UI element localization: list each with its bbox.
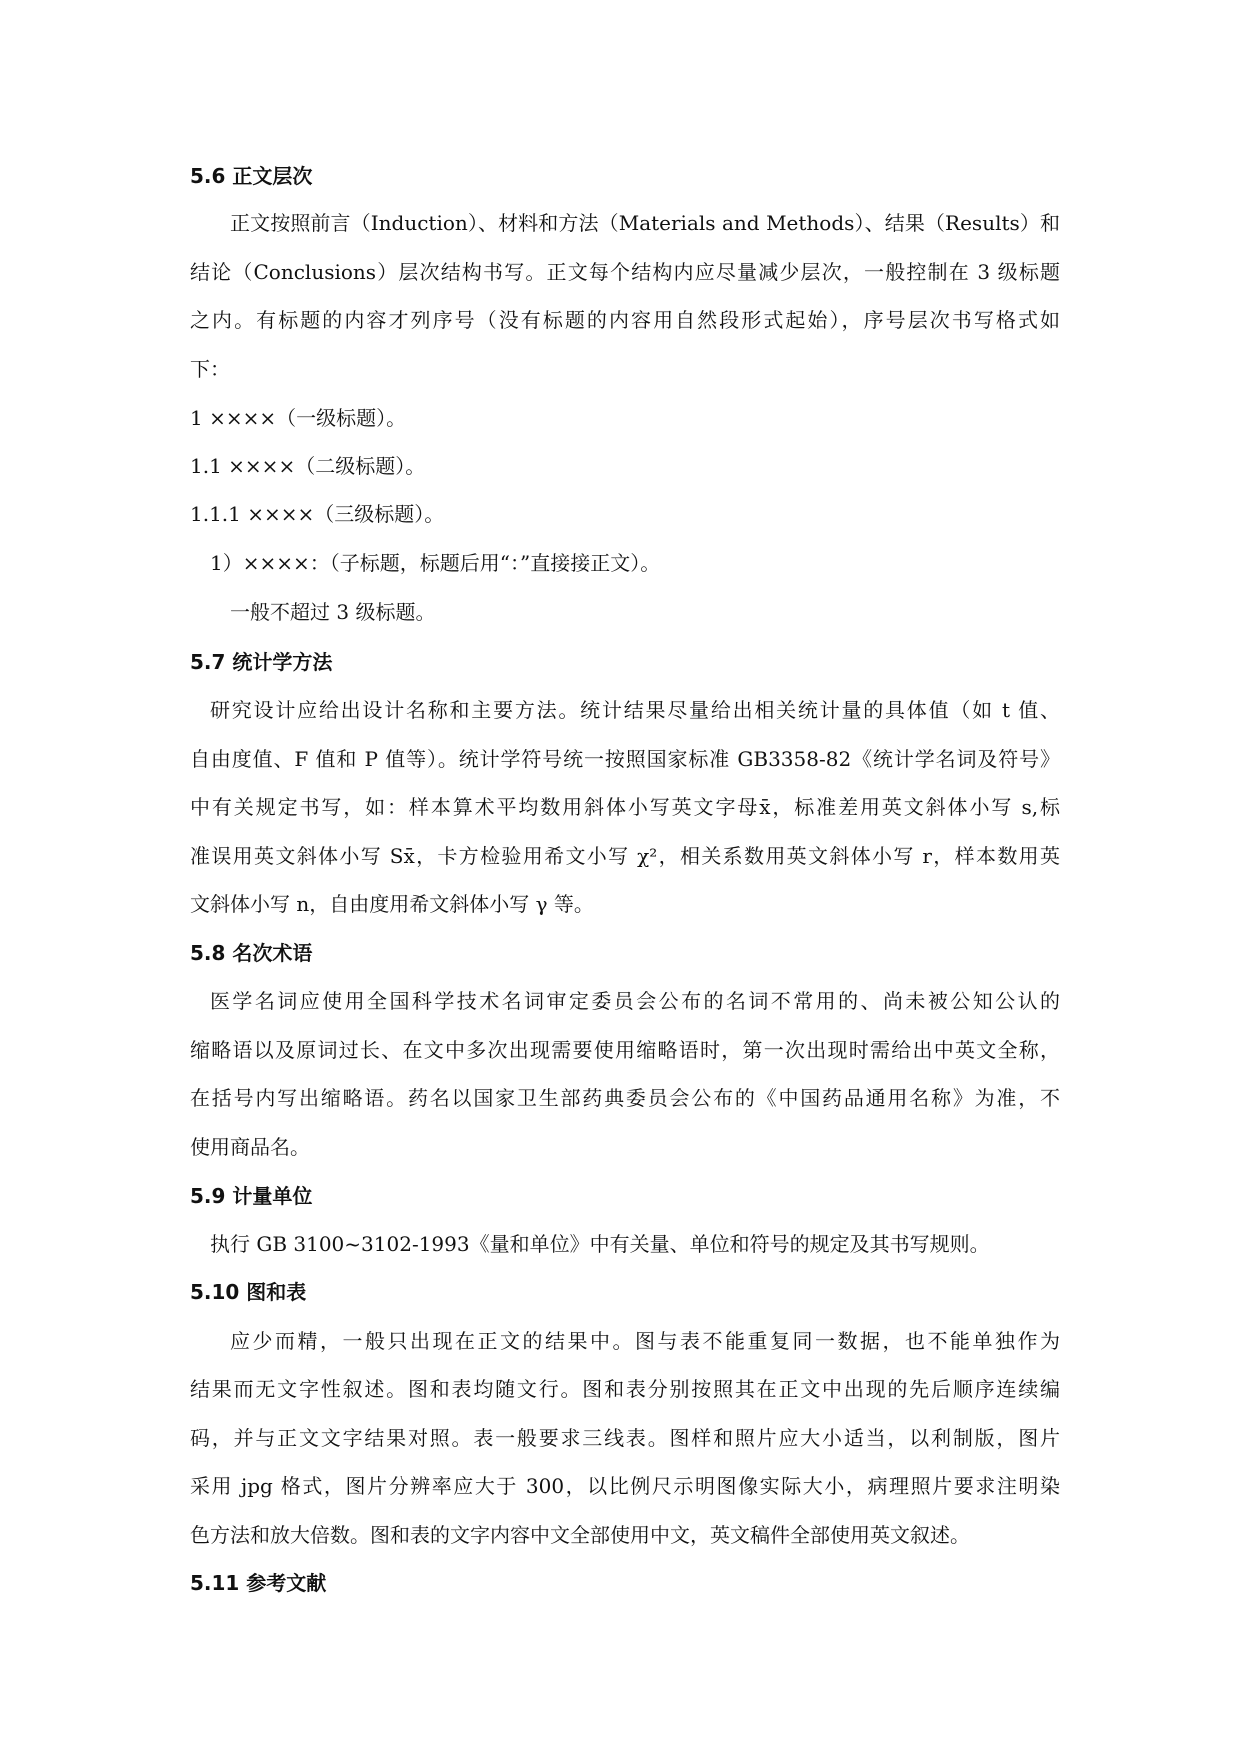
section-heading-5-8: 5.8 名次术语 [190, 941, 313, 965]
paragraph-line: 医学名词应使用全国科学技术名词审定委员会公布的名词不常用的、尚未被公知公认的 [210, 989, 1060, 1013]
paragraph-line: 结果而无文字性叙述。图和表均随文行。图和表分别按照其在正文中出现的先后顺序连续编 [190, 1377, 1060, 1401]
list-item: 1.1 ××××（二级标题）。 [190, 454, 426, 478]
section-heading-5-6: 5.6 正文层次 [190, 164, 313, 188]
section-heading-5-10: 5.10 图和表 [190, 1280, 307, 1304]
paragraph-line: 准误用英文斜体小写 Sx̄，卡方检验用希文小写 χ²，相关系数用英文斜体小写 r，样本数用英 [190, 844, 1060, 868]
section-heading-5-7: 5.7 统计学方法 [190, 650, 333, 674]
paragraph-line: 色方法和放大倍数。图和表的文字内容中文全部使用中文，英文稿件全部使用英文叙述。 [190, 1523, 970, 1547]
paragraph-line: 下： [190, 357, 230, 381]
paragraph-line: 应少而精，一般只出现在正文的结果中。图与表不能重复同一数据，也不能单独作为 [230, 1329, 1060, 1353]
paragraph-line: 一般不超过 3 级标题。 [230, 600, 436, 624]
list-item: 1.1.1 ××××（三级标题）。 [190, 502, 445, 526]
paragraph-line: 正文按照前言（Induction）、材料和方法（Materials and Methods）、结果（Results）和 [230, 211, 1060, 235]
paragraph-line: 使用商品名。 [190, 1135, 310, 1159]
paragraph-line: 结论（Conclusions）层次结构书写。正文每个结构内应尽量减少层次，一般控制在 3 级标题 [190, 260, 1060, 284]
paragraph-line: 在括号内写出缩略语。药名以国家卫生部药典委员会公布的《中国药品通用名称》为准，不 [190, 1086, 1060, 1110]
paragraph-line: 缩略语以及原词过长、在文中多次出现需要使用缩略语时，第一次出现时需给出中英文全称， [190, 1038, 1060, 1062]
list-item: 1 ××××（一级标题）。 [190, 406, 407, 430]
paragraph-line: 码，并与正文文字结果对照。表一般要求三线表。图样和照片应大小适当，以利制版，图片 [190, 1426, 1060, 1450]
paragraph-line: 执行 GB 3100~3102-1993《量和单位》中有关量、单位和符号的规定及其书写规则。 [210, 1232, 990, 1256]
paragraph-line: 自由度值、F 值和 P 值等）。统计学符号统一按照国家标准 GB3358-82《统计学名词及符号》 [190, 747, 1060, 771]
paragraph-line: 文斜体小写 n，自由度用希文斜体小写 γ 等。 [190, 892, 594, 916]
section-heading-5-11: 5.11 参考文献 [190, 1571, 327, 1595]
paragraph-line: 研究设计应给出设计名称和主要方法。统计结果尽量给出相关统计量的具体值（如 t 值、 [210, 698, 1060, 722]
section-heading-5-9: 5.9 计量单位 [190, 1184, 313, 1208]
paragraph-line: 之内。有标题的内容才列序号（没有标题的内容用自然段形式起始），序号层次书写格式如 [190, 308, 1060, 332]
paragraph-line: 中有关规定书写，如：样本算术平均数用斜体小写英文字母x̄，标准差用英文斜体小写 s,标 [190, 795, 1060, 819]
paragraph-line: 采用 jpg 格式，图片分辨率应大于 300，以比例尺示明图像实际大小，病理照片要求注明染 [190, 1474, 1060, 1498]
list-item: 1）××××：（子标题，标题后用“：”直接接正文）。 [210, 551, 661, 575]
